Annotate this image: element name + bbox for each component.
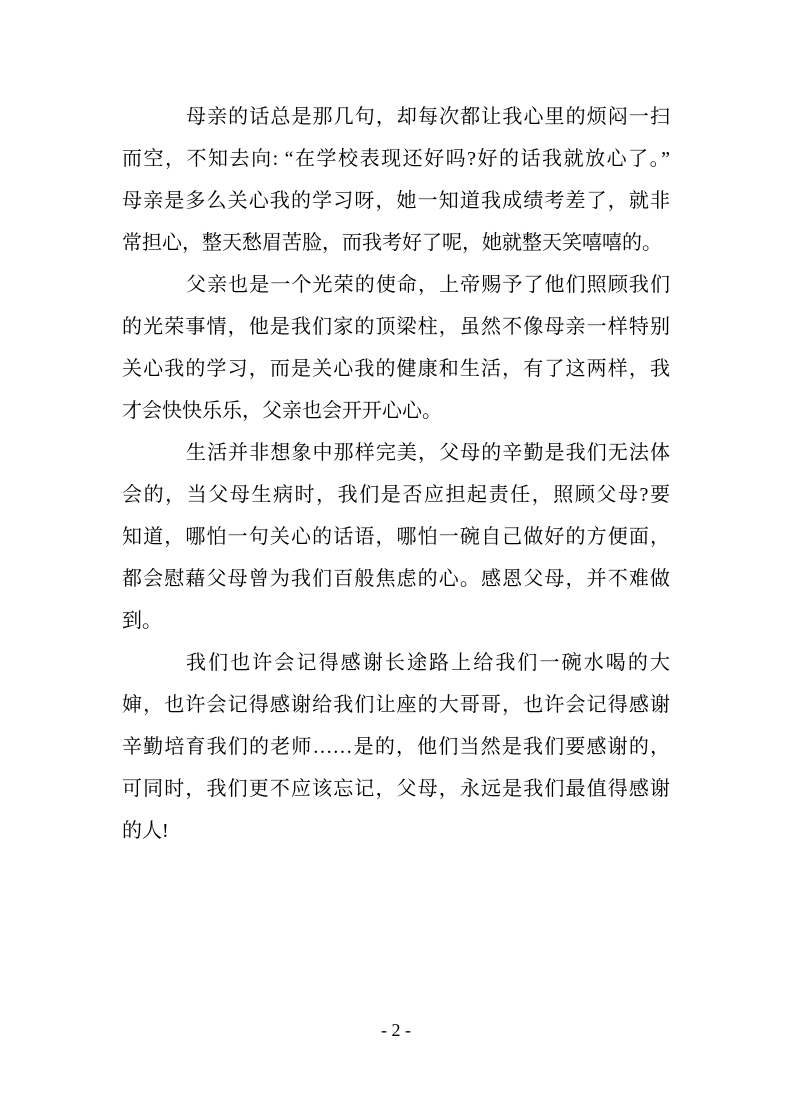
text-line: 我们也许会记得感谢长途路上给我们一碗水喝的大 (186, 652, 670, 674)
text-line: 可同时，我们更不应该忘记，父母，永远是我们最值得感谢 (122, 778, 670, 800)
text-line: 都会慰藉父母曾为我们百般焦虑的心。感恩父母，并不难做 (122, 568, 670, 590)
text-line: 母亲的话总是那几句，却每次都让我心里的烦闷一扫 (186, 106, 670, 128)
paragraph (122, 642, 670, 852)
text-line: 关心我的学习，而是关心我的健康和生活，有了这两样，我 (122, 358, 670, 380)
paragraph (122, 96, 670, 264)
text-line: 而空，不知去向: “在学校表现还好吗?好的话我就放心了。” (122, 148, 670, 170)
text-line: 辛勤培育我们的老师……是的，他们当然是我们要感谢的， (122, 736, 670, 758)
paragraph (122, 264, 670, 432)
text-line: 才会快快乐乐，父亲也会开开心心。 (122, 400, 442, 422)
text-line: 父亲也是一个光荣的使命，上帝赐予了他们照顾我们 (186, 274, 670, 296)
text-line: 生活并非想象中那样完美，父母的辛勤是我们无法体 (186, 442, 670, 464)
text-line: 知道，哪怕一句关心的话语，哪怕一碗自己做好的方便面， (122, 526, 670, 548)
text-line: 的人! (122, 820, 169, 842)
text-line: 常担心，整天愁眉苦脸，而我考好了呢，她就整天笑嘻嘻的。 (122, 232, 662, 254)
text-line: 婶，也许会记得感谢给我们让座的大哥哥，也许会记得感谢 (122, 694, 670, 716)
body-text (122, 96, 670, 852)
paragraph (122, 432, 670, 642)
text-line: 母亲是多么关心我的学习呀，她一知道我成绩考差了，就非 (122, 190, 670, 212)
text-line: 会的，当父母生病时，我们是否应担起责任，照顾父母?要 (122, 484, 670, 506)
text-line: 到。 (122, 610, 162, 632)
page-number: - 2 - (381, 1020, 411, 1040)
text-line: 的光荣事情，他是我们家的顶梁柱，虽然不像母亲一样特别 (122, 316, 670, 338)
